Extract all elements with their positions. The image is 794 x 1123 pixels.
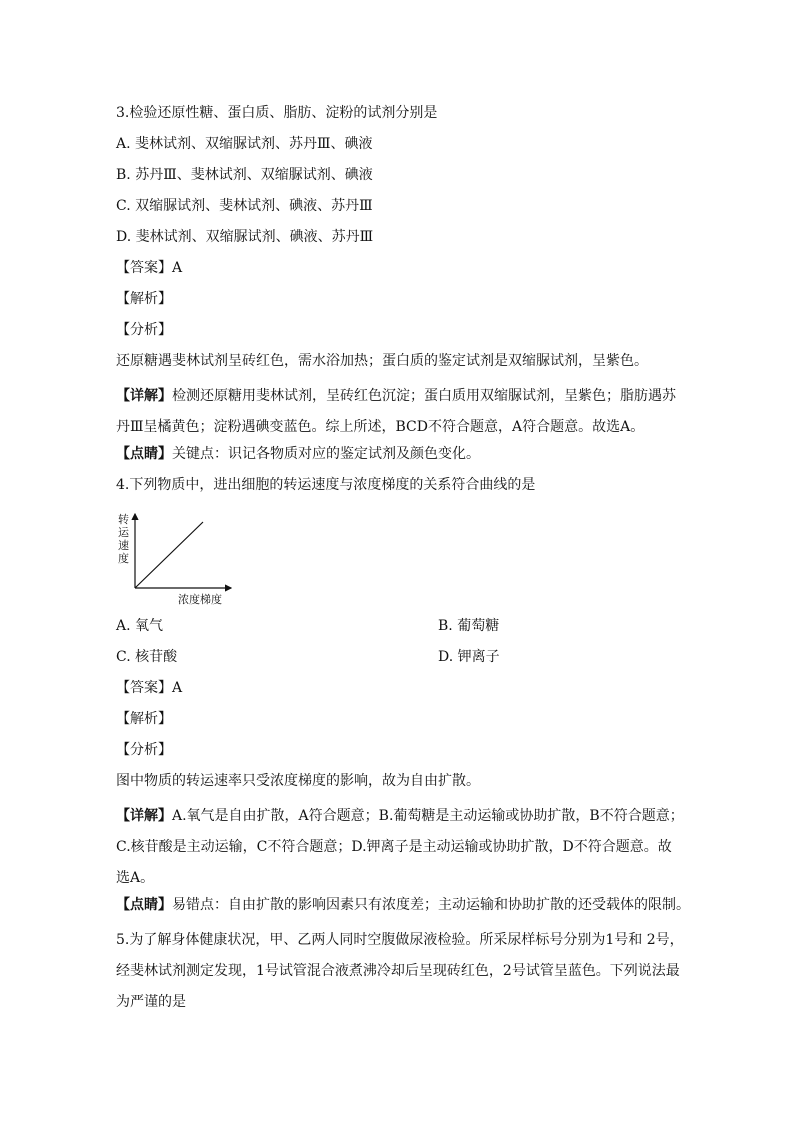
- q4-options-row-2: [116, 646, 684, 677]
- q3-option-a: A. 斐林试剂、双缩脲试剂、苏丹Ⅲ、碘液: [116, 136, 373, 152]
- q3-option-d: D. 斐林试剂、双缩脲试剂、碘液、苏丹Ⅲ: [116, 229, 374, 245]
- question-4-stem: 4.下列物质中，进出细胞的转运速度与浓度梯度的关系符合曲线的是: [116, 477, 536, 493]
- q4-chart: [116, 511, 246, 607]
- q3-option-c: C. 双缩脲试剂、斐林试剂、碘液、苏丹Ⅲ: [116, 198, 373, 214]
- q3-detail: [116, 381, 684, 443]
- y-axis-label-char: 速: [118, 539, 129, 552]
- q4-fenxi-heading: 【分析】: [116, 742, 172, 758]
- q4-detail: [116, 801, 684, 894]
- x-axis-label: 浓度梯度: [178, 593, 222, 606]
- q4-option-a: A. 氧气: [116, 618, 164, 634]
- q4-detail-tag: 【详解】: [116, 808, 172, 824]
- q4-option-c: C. 核苷酸: [116, 649, 178, 665]
- y-axis-label-char: 运: [118, 526, 129, 539]
- q3-fenxi-text: 还原糖遇斐林试剂呈砖红色，需水浴加热；蛋白质的鉴定试剂是双缩脲试剂，呈紫色。: [116, 353, 648, 369]
- data-line: [135, 522, 203, 588]
- q3-tip-text: 关键点：识记各物质对应的鉴定试剂及颜色变化。: [172, 446, 480, 462]
- q4-options-row-1: [116, 615, 684, 646]
- q3-answer: 【答案】A: [116, 260, 183, 276]
- q4-option-d: D. 钾离子: [438, 649, 500, 665]
- q3-tip: [116, 443, 684, 474]
- question-5-stem: 5.为了解身体健康状况，甲、乙两人同时空腹做尿液检验。所采尿样标号分别为1号和 2号，经斐林试剂测定发现，1号试管混合液煮沸冷却后呈现砖红色，2号试管呈蓝色。下列说法最为严谨的是: [116, 932, 684, 1010]
- y-axis-label-char: 度: [118, 552, 129, 565]
- q3-option-b: B. 苏丹Ⅲ、斐林试剂、双缩脲试剂、碘液: [116, 167, 373, 183]
- q4-fenxi-text: 图中物质的转运速率只受浓度梯度的影响，故为自由扩散。: [116, 773, 480, 789]
- q3-detail-tag: 【详解】: [116, 388, 172, 404]
- q3-detail-text: 检测还原糖用斐林试剂，呈砖红色沉淀；蛋白质用双缩脲试剂，呈紫色；脂肪遇苏丹Ⅲ呈橘黄色；淀粉遇碘变蓝色。综上所述，BCD不符合题意，A符合题意。故选A。: [116, 388, 676, 435]
- q4-answer: 【答案】A: [116, 680, 183, 696]
- q4-tip: [116, 894, 690, 925]
- q3-jiexi-heading: 【解析】: [116, 291, 172, 307]
- q3-fenxi-heading: 【分析】: [116, 322, 172, 338]
- q4-tip-tag: 【点睛】: [116, 897, 172, 913]
- document-page: [116, 102, 690, 1018]
- question-3-stem: 3.检验还原性糖、蛋白质、脂肪、淀粉的试剂分别是: [116, 105, 438, 121]
- q4-jiexi-heading: 【解析】: [116, 711, 172, 727]
- q3-tip-tag: 【点睛】: [116, 446, 172, 462]
- y-axis-label-char: 转: [118, 513, 129, 526]
- q4-tip-text: 易错点：自由扩散的影响因素只有浓度差；主动运输和协助扩散的还受载体的限制。: [172, 897, 690, 913]
- q4-option-b: B. 葡萄糖: [438, 618, 500, 634]
- y-axis-label: [118, 512, 130, 565]
- q4-figure: [116, 511, 684, 607]
- q4-detail-text: A.氧气是自由扩散，A符合题意；B.葡萄糖是主动运输或协助扩散，B不符合题意；C.核苷酸是主动运输，C不符合题意；D.钾离子是主动运输或协助扩散，D不符合题意。故选A。: [116, 808, 684, 886]
